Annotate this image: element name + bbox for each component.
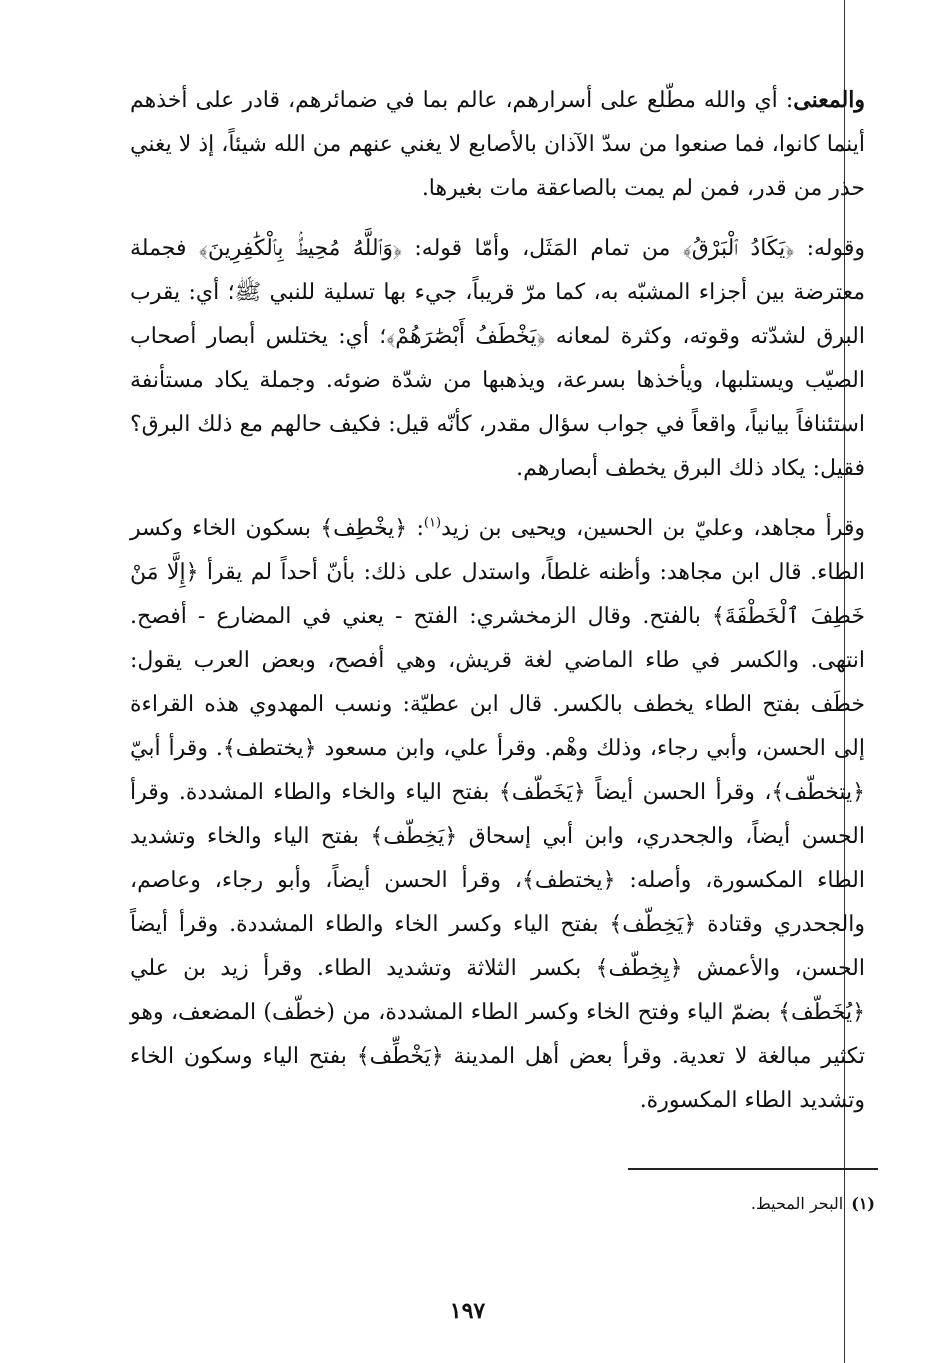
paragraph-lead-word: والمعنى [793,87,865,113]
footnote-mark: (١) [851,1194,875,1213]
paragraph-meaning [130,78,865,211]
page-number: ١٩٧ [449,1298,486,1324]
paragraph-readings [130,507,865,1123]
paragraph-lightning [130,227,865,491]
footnote-text: البحر المحيط. [750,1194,844,1213]
paragraph-text: وقوله: ﴿يَكَادُ ٱلْبَرْقُ﴾ من تمام المَثَل، وأمّا قوله: ﴿وَٱللَّهُ مُحِيطٌۢ بِٱلْكَٰفِرِينَ﴾ فجملة معترضة بين أجزاء المشبّه به، كما مرّ قريباً، جيء بها تسلية للنبي ﷺ؛ أي: يقرب البرق لشدّته وقوته، وكثرة لمعانه ﴿يَخْطَفُ أَبْصَٰرَهُمْ﴾؛ أي: يختلس أبصار أصحاب الصيّب ويستلبها، ويأخذها بسرعة، ويذهبها من شدّة ضوئه. وجملة يكاد مستأنفة استئنافاً بيانياً، واقعاً في جواب سؤال مقدر، كأنّه قيل: فكيف حالهم مع ذلك البرق؟ فقيل: يكاد ذلك البرق يخطف أبصارهم. [130,236,865,481]
footnote-divider [628,1168,878,1170]
main-text [130,78,865,1139]
footnote [175,1190,875,1218]
paragraph-text: وقرأ مجاهد، وعليّ بن الحسين، ويحيى بن زيد [441,516,865,541]
paragraph-text: : أي والله مطّلع على أسرارهم، عالم بما في ضمائرهم، قادر على أخذهم أينما كانوا، فما صنعوا من سدّ الآذان بالأصابع لا يغني عنهم من الله شيئاً، إذ لا يغني حذر من قدر، فمن لم يمت بالصاعقة مات بغيرها. [130,88,865,201]
paragraph-text: : ﴿يخْطِف﴾ بسكون الخاء وكسر الطاء. قال ابن مجاهد: وأظنه غلطاً، واستدل على ذلك: بأنّ أحداً لم يقرأ ﴿إِلَّا مَنْ خَطِفَ ٱلْخَطْفَةَ﴾ بالفتح. وقال الزمخشري: الفتح - يعني في المضارع - أفصح. انتهى. والكسر في طاء الماضي لغة قريش، وهي أفصح، وبعض العرب يقول: خطَف بفتح الطاء يخطف بالكسر. قال ابن عطيّة: ونسب المهدوي هذه القراءة إلى الحسن، وأبي رجاء، وذلك وهْم. وقرأ علي، وابن مسعود ﴿يختطف﴾. وقرأ أبيّ ﴿يتخطّف﴾، وقرأ الحسن أيضاً ﴿يَخَطّف﴾ بفتح الياء والخاء والطاء المشددة. وقرأ الحسن أيضاً، والجحدري، وابن أبي إسحاق ﴿يَخِطّف﴾ بفتح الياء والخاء وتشديد الطاء المكسورة، وأصله: ﴿يختطف﴾، وقرأ الحسن أيضاً، وأبو رجاء، وعاصم، والجحدري وقتادة ﴿يَخِطّف﴾ بفتح الياء وكسر الخاء والطاء المشددة. وقرأ أيضاً الحسن، والأعمش ﴿يِخِطّف﴾ بكسر الثلاثة وتشديد الطاء. وقرأ زيد بن علي ﴿يُخَطّف﴾ بضمّ الياء وفتح الخاء وكسر الطاء المشددة، من (خطّف) المضعف، وهو تكثير مبالغة لا تعدية. وقرأ بعض أهل المدينة ﴿يَخْطِّف﴾ بفتح الياء وسكون الخاء وتشديد الطاء المكسورة. [130,516,865,1113]
footnote-reference[interactable]: (١) [423,515,442,531]
